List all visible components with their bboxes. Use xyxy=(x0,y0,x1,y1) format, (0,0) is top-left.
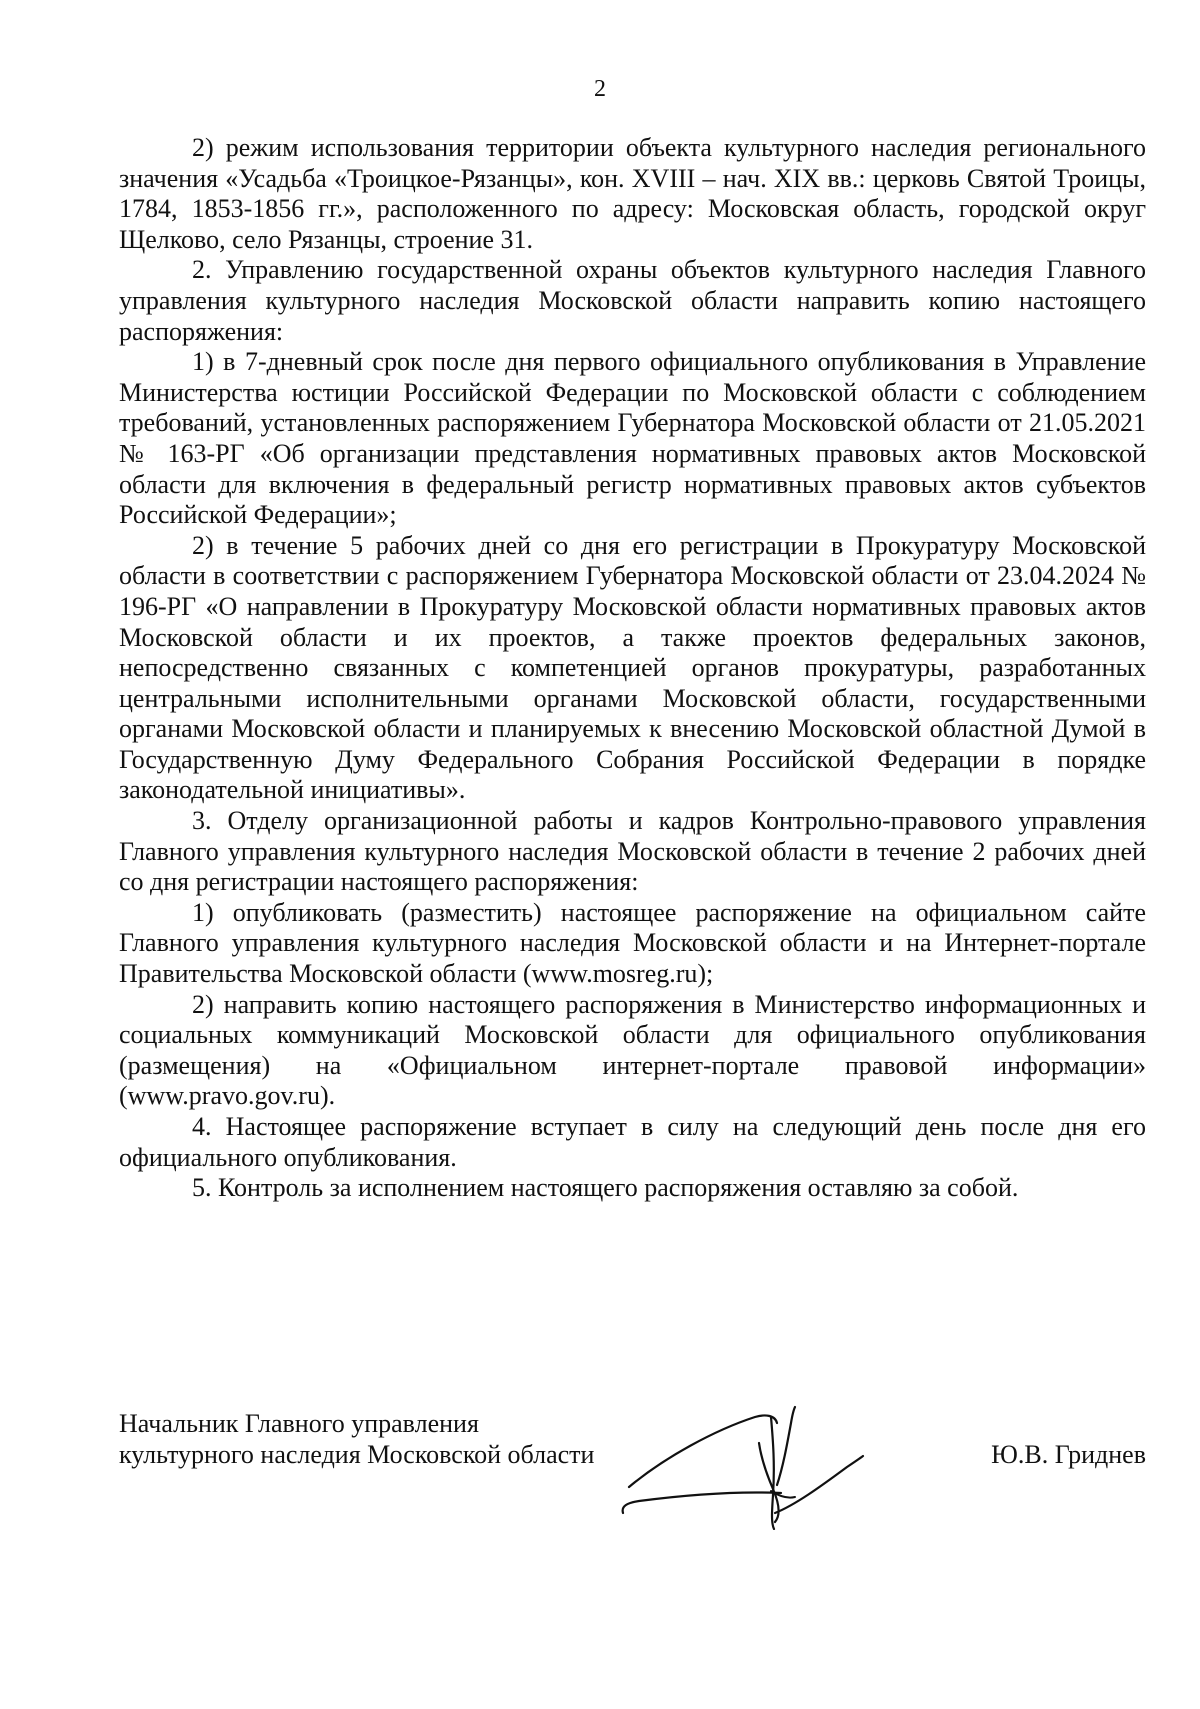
document-body xyxy=(119,133,1146,1204)
paragraph-section-2-item-2: 2) в течение 5 рабочих дней со дня его регистрации в Прокуратуру Московской области в соответствии с распоряжением Губернатора Московской области от 23.04.2024 № 196-РГ «О направлении в Прокуратуру Московской области нормативных правовых актов Московской области и их проектов, а также проектов федеральных законов, непосредственно связанных с компетенцией органов прокуратуры, разработанных центральными исполнительными органами Московской области, государственными органами Московской области и планируемых к внесению Московской областной Думой в Государственную Думу Федерального Собрания Российской Федерации в порядке законодательной инициативы». xyxy=(119,530,1146,805)
handwritten-signature xyxy=(615,1395,890,1530)
signatory-name: Ю.В. Гриднев xyxy=(991,1440,1146,1469)
paragraph-section-3: 3. Отделу организационной работы и кадров Контрольно-правового управления Главного управления культурного наследия Московской области в течение 2 рабочих дней со дня регистрации настоящего распоряжения: xyxy=(119,806,1146,897)
paragraph-section-3-item-1: 1) опубликовать (разместить) настоящее распоряжение на официальном сайте Главного управления культурного наследия Московской области и на Интернет-портале Правительства Московской области (www.mosreg.ru); xyxy=(119,897,1146,989)
signatory-title-line-2: культурного наследия Московской области xyxy=(119,1440,595,1469)
paragraph-section-2: 2. Управлению государственной охраны объектов культурного наследия Главного управления культурного наследия Московской области направить копию настоящего распоряжения: xyxy=(119,255,1146,346)
paragraph-section-3-item-2: 2) направить копию настоящего распоряжения в Министерство информационных и социальных коммуникаций Московской области для официального опубликования (размещения) на «Официальном интернет-портале правовой информации» (www.pravo.gov.ru). xyxy=(119,989,1146,1111)
paragraph-item-2-regime: 2) режим использования территории объекта культурного наследия регионального значения «Усадьба «Троицкое-Рязанцы», кон. XVIII – нач. XIX вв.: церковь Святой Троицы, 1784, 1853-1856 гг.», расположенного по адресу: Московская область, городской округ Щелково, село Рязанцы, строение 31. xyxy=(119,133,1146,254)
paragraph-section-4: 4. Настоящее распоряжение вступает в силу на следующий день после дня его официального опубликования. xyxy=(119,1112,1146,1172)
paragraph-section-5: 5. Контроль за исполнением настоящего распоряжения оставляю за собой. xyxy=(192,1173,1019,1203)
paragraph-section-2-item-1: 1) в 7-дневный срок после дня первого официального опубликования в Управление Министерства юстиции Российской Федерации по Московской области с соблюдением требований, установленных распоряжением Губернатора Московской области от 21.05.2021 № 163-РГ «Об организации представления нормативных правовых актов Московской области для включения в федеральный регистр нормативных правовых актов субъектов Российской Федерации»; xyxy=(119,347,1146,530)
page-number: 2 xyxy=(594,76,606,102)
signatory-title-line-1: Начальник Главного управления xyxy=(119,1409,479,1438)
